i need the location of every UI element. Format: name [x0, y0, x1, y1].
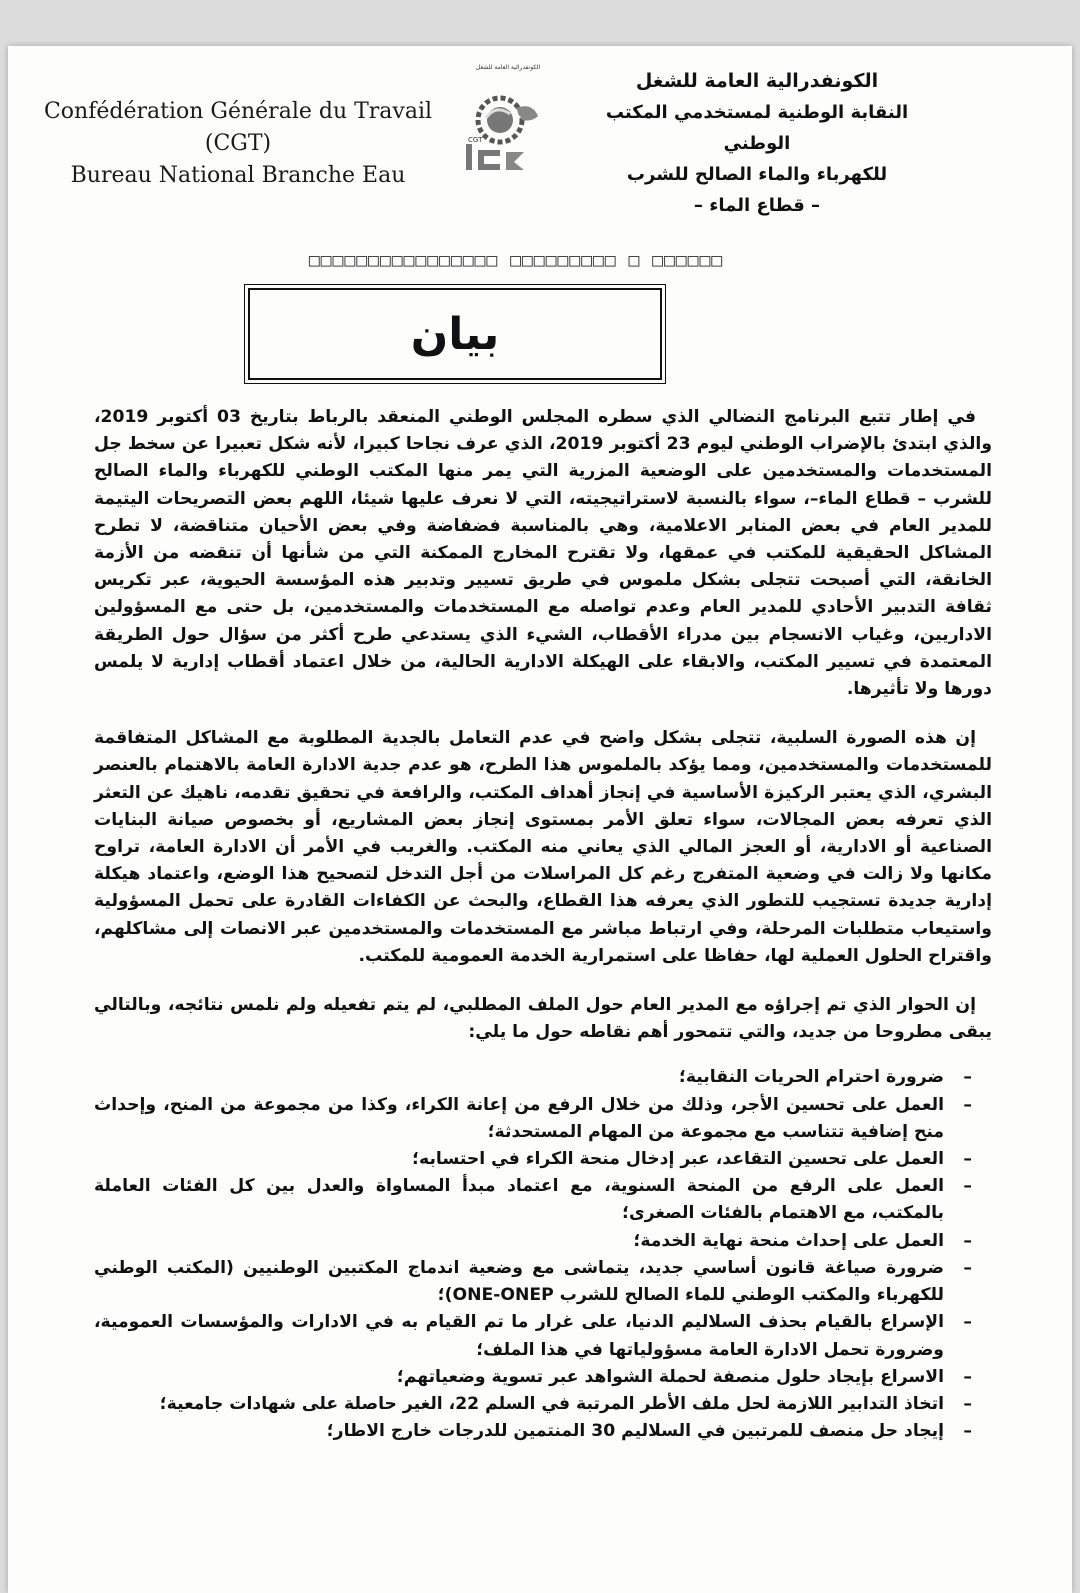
arabic-union-name: النقابة الوطنية لمستخدمي المكتب الوطني: [605, 102, 909, 154]
list-item: – الاسراع بإيجاد حلول منصفة لحملة الشواهد عبر تسوية وضعياتهم؛: [396, 1366, 972, 1387]
arabic-sector-name: – قطاع الماء –: [693, 195, 821, 216]
document-page: [8, 46, 1072, 1593]
logo-caption: الكونفدرالية العامة للشغل: [475, 64, 541, 71]
list-item: – اتخاذ التدابير اللازمة لحل ملف الأطر المرتبة في السلم 22، الغير حاصلة على شهادات جامعية؛: [159, 1393, 972, 1414]
arabic-org-name: الكونفدرالية العامة للشغل: [635, 70, 879, 92]
arabic-header: [592, 66, 922, 221]
list-item: – ضرورة احترام الحريات النقابية؛: [678, 1067, 972, 1088]
french-branch-name: Bureau National Branche Eau: [70, 163, 406, 188]
logo-text: CGT: [468, 136, 483, 144]
statement-body: [94, 404, 992, 1445]
paragraph-analysis: إن هذه الصورة السلبية، تتجلى بشكل واضح في عدم التعامل بالجدية المطلوبة مع المشاكل المتفاقمة للمستخدمات والمستخدمين، ومما يؤكد بالملموس هذا الطرح، هو عدم جدية الادارة العامة بالاهتمام بالعنصر البشري، الذي يعتبر الركيزة الأساسية في إنجاز أهداف المكتب، والرافعة في تحقيق تقدمه، ناهيك عن التعثر الذي تعرفه بعض المجالات، سواء تعلق الأمر بمستوى إنجاز بعض المشاريع، أو بخصوص صيانة البنايات الصناعية أو الادارية، أو العجز المالي الذي يعاني منه المكتب. والغريب في الأمر أن الادارة العامة، تراوح مكانها ولا زالت في وضعية المتفرج رغم كل المراسلات من أجل التدخل لتصحيح هذا الوضع، واعتماد هيكلة إدارية جديدة تستجيب للتطور الذي يعرفه هذا القطاع، والبحث عن الكفاءات القادرة على تحمل المسؤولية واستيعاب متطلبات المرحلة، وفي ارتباط مباشر مع المستخدمات والمستخدمين عبر الانصات إلى مشاكلهم، واقتراح الحلول العملية لها، حفاظا على استمرارية الخدمة العمومية للمكتب.: [94, 728, 992, 966]
french-header: [38, 96, 438, 192]
cgt-logo: [458, 68, 558, 178]
paragraph-intro: في إطار تتبع البرنامج النضالي الذي سطره المجلس الوطني المنعقد بالرباط بتاريخ 03 أكتوبر 2019، والذي ابتدئ بالإضراب الوطني ليوم 23 أكتوبر 2019، الذي عرف نجاحا كبيرا، لأنه شكل تعبيرا عن سخط جل المستخدمات والمستخدمين على الوضعية المزرية التي يمر منها المكتب الوطني للكهرباء والماء الصالح للشرب – قطاع الماء–، سواء بالنسبة لاستراتيجيته، التي لا نعرف عليها شيئا، اللهم بعض التصريحات اليتيمة للمدير العام في بعض المنابر الاعلامية، وهي بالمناسبة فضفاضة وفي بعض الأحيان متناقضة، لا تطرح المشاكل الحقيقية للمكتب في عمقها، ولا تقترح المخارج الممكنة التي من شأنها أن تنقضه من الأزمة الخانقة، التي أصبحت تتجلى بشكل ملموس في طريق تسيير وتدبير هذه المؤسسة الحيوية، عبر تكريس ثقافة التدبير الأحادي للمدير العام وعدم تواصله مع المستخدمات والمستخدمين، بل حتى مع المسؤولين الاداريين، وغياب الانسجام بين مدراء الأقطاب، الشيء الذي يستدعي طرح أكثر من سؤال حول الطريقة المعتمدة في تسيير المكتب، والابقاء على الهيكلة الادارية الحالية، من خلال اعتماد أقطاب إدارية لا يلمس دورها ولا تأثيرها.: [94, 407, 992, 700]
list-item: – العمل على تحسين الأجر، وذلك من خلال الرفع من إعانة الكراء، وكذا من مجموعة من المنح، وإحداث منح إضافية تتناسب مع مجموعة من المهام المستحدثة؛: [94, 1094, 972, 1142]
french-org-acronym: (CGT): [204, 131, 272, 156]
list-item: – العمل على الرفع من المنحة السنوية، مع اعتماد مبدأ المساواة والعدل بين كل الفئات العاملة بالمكتب، مع الاهتمام بالفئات الصغرى؛: [94, 1176, 972, 1224]
french-org-name: Confédération Générale du Travail: [43, 99, 433, 124]
list-item: – الإسراع بالقيام بحذف السلاليم الدنيا، على غرار ما تم القيام به في الادارات والمؤسسات العمومية، وضرورة تحمل الادارة العامة مسؤولياتها في هذا الملف؛: [94, 1312, 972, 1360]
statement-title: بيان: [248, 288, 662, 380]
list-item: – ضرورة صياغة قانون أساسي جديد، يتماشى مع وضعية اندماج المكتبين الوطنيين (المكتب الوطني للكهرباء والمكتب الوطني للماء الصالح للشرب ONE-ONEP)؛: [94, 1257, 972, 1306]
arabic-office-name: للكهرباء والماء الصالح للشرب: [626, 164, 888, 185]
list-item: – إيجاد حل منصف للمرتبين في السلاليم 30 المنتمين للدرجات خارج الاطار؛: [326, 1421, 972, 1442]
paragraph-dialogue: إن الحوار الذي تم إجراؤه مع المدير العام حول الملف المطلبي، لم يتم تفعيله ولم نلمس نتائجه، وبالتالي يبقى مطروحا من جديد، والتي تتمحور أهم نقاطه حول ما يلي:: [94, 995, 992, 1043]
placeholder-boxes: □□□□□□□□□□□□□□□□ □□□□□□□□□ □ □□□□□□: [308, 250, 724, 271]
list-item: – العمل على تحسين التقاعد، عبر إدخال منحة الكراء في احتسابه؛: [412, 1149, 972, 1170]
list-item: – العمل على إحداث منحة نهاية الخدمة؛: [633, 1230, 972, 1251]
demands-list: [94, 1064, 992, 1445]
